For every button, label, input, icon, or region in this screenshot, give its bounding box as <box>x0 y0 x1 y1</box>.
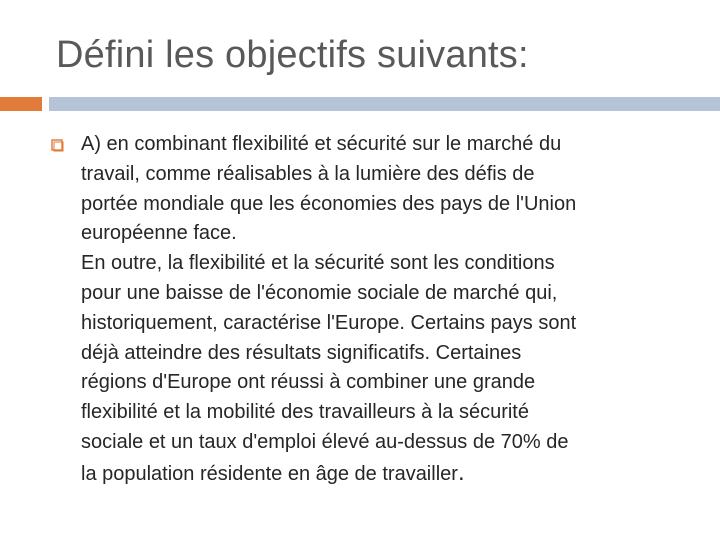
title-accent-bar <box>0 97 42 111</box>
body-line: historiquement, caractérise l'Europe. Certains pays sont <box>81 311 577 334</box>
body-line: sociale et un taux d'emploi élevé au-dessus de 70% de <box>81 430 569 453</box>
body-line: flexibilité et la mobilité des travailleurs à la sécurité <box>81 401 529 424</box>
body-line: européenne face. <box>81 222 237 245</box>
final-period: . <box>457 458 465 486</box>
body-line: A) en combinant flexibilité et sécurité sur le marché du <box>81 133 562 155</box>
body-line: En outre, la flexibilité et la sécurité sont les conditions <box>81 252 555 275</box>
body-line: pour une baisse de l'économie sociale de marché qui, <box>81 281 558 304</box>
square-outline-icon <box>51 139 64 152</box>
body-line: travail, comme réalisables à la lumière des défis de <box>81 162 535 185</box>
body-line-last <box>81 458 687 490</box>
body-line: déjà atteindre des résultats significatifs. Certaines <box>81 341 522 364</box>
slide-title: Défini les objectifs suivants: <box>56 34 529 76</box>
body-line: portée mondiale que les économies des pays de l'Union <box>81 192 577 215</box>
body-line-last-text: la population résidente en âge de travailler <box>81 462 458 485</box>
title-underline-bar <box>49 97 720 111</box>
body-paragraph <box>81 130 687 490</box>
body-line: régions d'Europe ont réussi à combiner une grande <box>81 371 536 394</box>
